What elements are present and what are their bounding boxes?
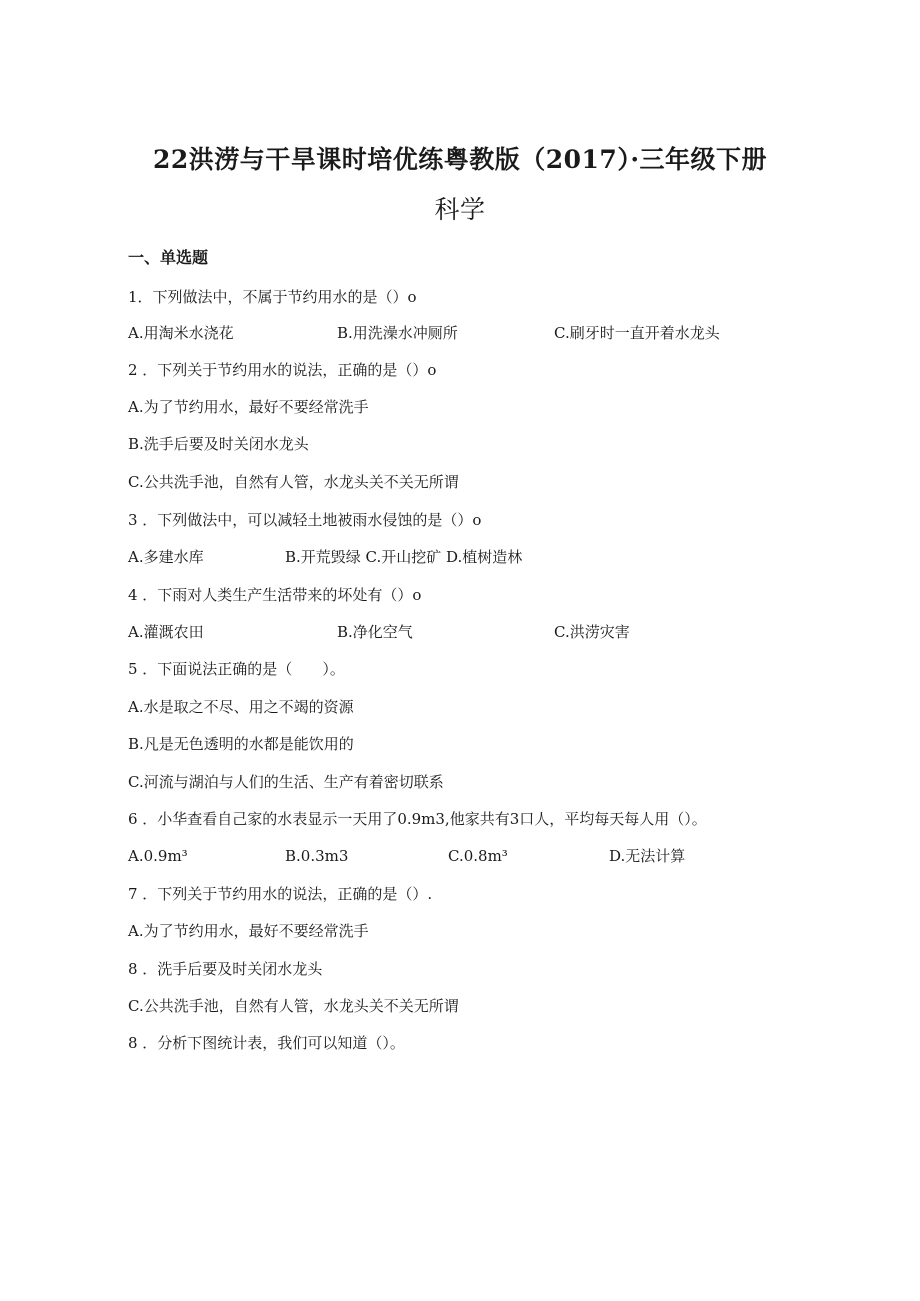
question-4-option-a: A.灌溉农田 [128, 623, 204, 641]
question-6-option-d: D.无法计算 [609, 847, 686, 865]
question-1-option-a: A.用淘米水浇花 [128, 324, 234, 342]
question-1-stem: 1．下列做法中，不属于节约用水的是（）o [128, 288, 417, 306]
question-3-options-bcd: B.开荒毁绿 C.开山挖矿 D.植树造林 [285, 548, 523, 566]
question-4-option-c: C.洪涝灾害 [554, 623, 630, 641]
question-6-option-a: A.0.9m³ [128, 847, 188, 865]
question-1-option-c: C.刷牙时一直开着水龙头 [554, 324, 720, 342]
question-3-stem: 3 ．下列做法中，可以减轻土地被雨水侵蚀的是（）o [128, 511, 482, 529]
question-1-option-b: B.用洗澡水冲厕所 [337, 324, 458, 342]
question-2-stem: 2 ．下列关于节约用水的说法，正确的是（）o [128, 361, 437, 379]
question-6-stem: 6 ．小华查看自己家的水表显示一天用了0.9m3,他家共有3口人，平均每天每人用（）。 [128, 810, 707, 828]
question-6-option-c: C.0.8m³ [448, 847, 508, 865]
question-3-option-a: A.多建水库 [128, 548, 204, 566]
question-2-option-a: A.为了节约用水，最好不要经常洗手 [128, 398, 369, 416]
question-4-stem: 4 ．下雨对人类生产生活带来的坏处有（）o [128, 586, 422, 604]
question-7-option-a: A.为了节约用水，最好不要经常洗手 [128, 922, 369, 940]
question-6-option-b: B.0.3m3 [285, 847, 349, 865]
question-5-option-b: B.凡是无色透明的水都是能饮用的 [128, 735, 354, 753]
document-title: 22洪涝与干旱课时培优练粤教版（2017）·三年级下册 [152, 145, 768, 174]
section-heading: 一、单选题 [128, 248, 209, 267]
document-subtitle: 科学 [434, 195, 486, 224]
question-5-option-a: A.水是取之不尽、用之不竭的资源 [128, 698, 354, 716]
question-4-option-b: B.净化空气 [337, 623, 413, 641]
question-2-option-b: B.洗手后要及时关闭水龙头 [128, 435, 309, 453]
question-2-option-c: C.公共洗手池，自然有人管，水龙头关不关无所谓 [128, 473, 459, 491]
question-7-option-c: C.公共洗手池，自然有人管，水龙头关不关无所谓 [128, 997, 459, 1015]
question-7-stem: 7 ．下列关于节约用水的说法，正确的是（）. [128, 885, 433, 903]
question-8-stem: 8 ．分析下图统计表，我们可以知道（）。 [128, 1034, 405, 1052]
question-5-option-c: C.河流与湖泊与人们的生活、生产有着密切联系 [128, 773, 444, 791]
question-5-stem: 5 ．下面说法正确的是（ ）。 [128, 660, 345, 678]
question-7-option-b: 8 ．洗手后要及时关闭水龙头 [128, 960, 323, 978]
